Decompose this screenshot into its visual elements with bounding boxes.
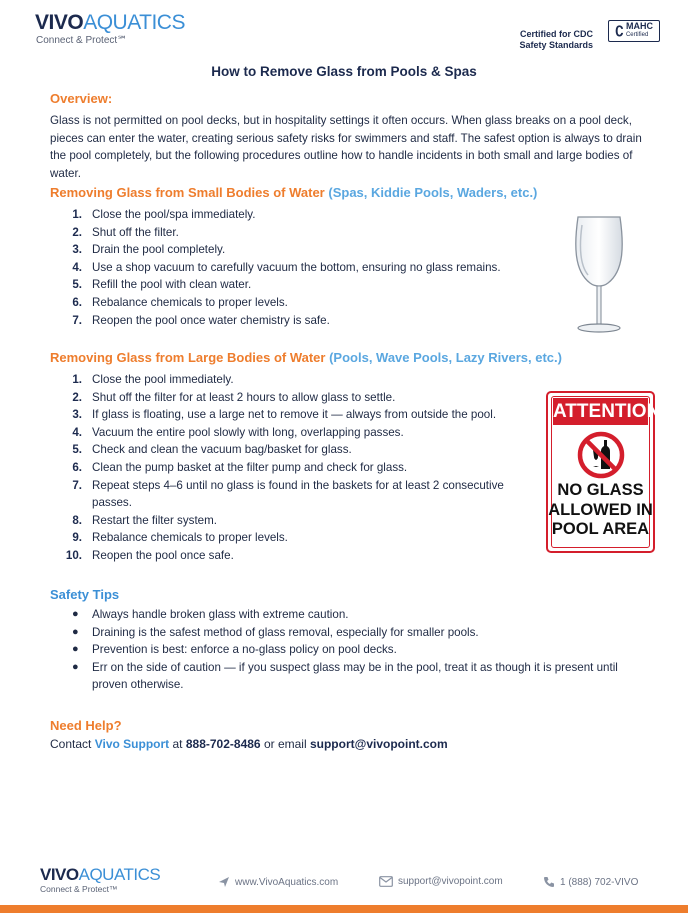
step-number: 2.: [72, 225, 82, 239]
list-item: [50, 389, 540, 407]
step-number: 4.: [72, 425, 82, 439]
step-number: 1.: [72, 208, 82, 221]
logo-light: AQUATICS: [83, 11, 185, 34]
step-text: Repeat steps 4–6 until no glass is found in the baskets for at least 2 consecutive passes.: [92, 478, 504, 510]
mahc-badge: [608, 20, 660, 42]
safety-heading: Safety Tips: [50, 587, 120, 602]
contact-at: at: [172, 737, 183, 751]
small-heading-text: Removing Glass from Small Bodies of Water: [50, 185, 325, 200]
small-section-heading: [50, 185, 537, 200]
send-icon: [218, 876, 230, 888]
step-text: Restart the filter system.: [92, 513, 217, 527]
list-item: [50, 477, 540, 512]
small-subheading: (Spas, Kiddie Pools, Waders, etc.): [328, 185, 538, 200]
cert-text: [480, 29, 593, 51]
tip-text: Prevention is best: enforce a no-glass policy on pool decks.: [92, 643, 397, 657]
mahc-c-icon: ∁: [615, 23, 624, 39]
list-item: [50, 294, 520, 312]
mahc-label: MAHC: [625, 21, 653, 31]
step-number: 3.: [72, 243, 82, 257]
footer-phone-text: 1 (888) 702-VIVO: [560, 876, 639, 888]
step-number: 8.: [72, 513, 82, 527]
footer-accent-bar: [0, 905, 688, 913]
large-steps-list: [50, 371, 540, 565]
footer-email[interactable]: [379, 876, 503, 887]
footer-phone[interactable]: [543, 876, 638, 888]
contact-support-link[interactable]: Vivo Support: [94, 737, 170, 751]
footer-logo: [40, 866, 160, 894]
footer-website-text: www.VivoAquatics.com: [235, 876, 339, 888]
list-item: [50, 606, 630, 624]
footer-logo-wordmark: [40, 866, 160, 883]
step-number: 3.: [72, 408, 82, 422]
mahc-sub: Certified: [625, 32, 649, 38]
sign-text: [548, 481, 653, 540]
small-steps-list: [50, 206, 520, 329]
header-logo: [35, 12, 185, 46]
contact-email-link[interactable]: support@vivopoint.com: [309, 737, 448, 751]
step-text: Check and clean the vacuum bag/basket for glass.: [92, 443, 352, 457]
logo-tagline: Connect & Protect℠: [36, 35, 128, 46]
list-item: [50, 259, 520, 277]
overview-text: Glass is not permitted on pool decks, but in hospitality settings it often occurs. When glass breaks on a pool deck, pieces can enter the water, creating serious safety risks for swimmers and staff. The safest option is always to drain the pool completely, but the following procedures outline how to handle incidents in both small and large bodies of water.: [50, 114, 642, 180]
step-text: Rebalance chemicals to proper levels.: [92, 295, 288, 309]
sign-line-3: POOL AREA: [551, 520, 650, 538]
help-heading: Need Help?: [50, 718, 122, 733]
step-number: 7.: [72, 478, 82, 492]
cert-line-1: Certified for CDC: [519, 29, 593, 39]
page-title: How to Remove Glass from Pools & Spas: [211, 64, 477, 79]
footer-website[interactable]: [218, 876, 338, 888]
list-item: [50, 424, 540, 442]
footer-logo-bold: VIVO: [40, 865, 79, 884]
list-item: [50, 276, 520, 294]
footer-tagline: Connect & Protect™: [40, 884, 118, 894]
step-text: Shut off the filter.: [92, 225, 179, 239]
bullet-icon: ●: [72, 643, 79, 656]
sign-line-2: ALLOWED IN: [548, 500, 653, 519]
step-text: Rebalance chemicals to proper levels.: [92, 531, 288, 545]
phone-icon: [543, 876, 555, 888]
sign-line-1: NO GLASS: [557, 481, 644, 499]
attention-sign: [546, 391, 661, 553]
envelope-icon: [379, 876, 393, 887]
overview-heading: Overview:: [50, 91, 113, 106]
list-item: [50, 641, 630, 659]
step-number: 5.: [72, 443, 82, 457]
large-section-heading: [50, 350, 562, 365]
bullet-icon: ●: [72, 660, 79, 673]
list-item: [50, 529, 540, 547]
list-item: [50, 371, 540, 389]
step-number: 5.: [72, 278, 82, 292]
list-item: [50, 206, 520, 224]
list-item: [50, 459, 540, 477]
step-text: If glass is floating, use a large net to remove it — always from outside the pool.: [92, 408, 497, 422]
step-text: Drain the pool completely.: [92, 243, 226, 257]
list-item: [50, 624, 630, 642]
bullet-icon: ●: [72, 608, 79, 620]
contact-or-email: or email: [263, 737, 307, 751]
contact-prefix: Contact: [50, 737, 92, 751]
step-text: Refill the pool with clean water.: [92, 278, 252, 292]
contact-line: [50, 737, 448, 751]
step-text: Clean the pump basket at the filter pump and check for glass.: [92, 460, 408, 474]
step-number: 6.: [72, 295, 82, 309]
footer-email-text: support@vivopoint.com: [398, 876, 503, 887]
step-text: Reopen the pool once safe.: [92, 548, 234, 562]
step-text: Close the pool/spa immediately.: [92, 208, 256, 221]
step-number: 10.: [65, 548, 82, 562]
list-item: [50, 406, 540, 424]
list-item: [50, 547, 540, 565]
step-number: 7.: [72, 313, 82, 327]
safety-tips-list: [50, 606, 630, 694]
list-item: [50, 512, 540, 530]
step-number: 4.: [72, 260, 82, 274]
step-text: Use a shop vacuum to carefully vacuum the bottom, ensuring no glass remains.: [92, 260, 501, 274]
logo-bold: VIVO: [35, 11, 84, 34]
step-text: Reopen the pool once water chemistry is safe.: [92, 313, 330, 327]
footer-logo-light: AQUATICS: [78, 865, 161, 884]
list-item: [50, 441, 540, 459]
tip-text: Draining is the safest method of glass removal, especially for smaller pools.: [92, 625, 479, 639]
large-subheading: (Pools, Wave Pools, Lazy Rivers, etc.): [329, 350, 562, 365]
list-item: [50, 224, 520, 242]
tip-text: Always handle broken glass with extreme caution.: [92, 608, 349, 621]
large-heading-text: Removing Glass from Large Bodies of Water: [50, 350, 326, 365]
sign-header: ATTENTION: [553, 398, 648, 425]
step-number: 2.: [72, 390, 82, 404]
step-text: Vacuum the entire pool slowly with long, overlapping passes.: [92, 425, 404, 439]
step-text: Shut off the filter for at least 2 hours to allow glass to settle.: [92, 390, 396, 404]
list-item: [50, 659, 630, 694]
list-item: [50, 312, 520, 330]
step-number: 1.: [72, 373, 82, 386]
contact-phone-link[interactable]: 888-702-8486: [185, 737, 261, 751]
step-text: Close the pool immediately.: [92, 373, 234, 386]
tip-text: Err on the side of caution — if you suspect glass may be in the pool, treat it as though it is present until proven otherwise.: [92, 660, 618, 692]
cert-line-2: Safety Standards: [519, 40, 593, 50]
list-item: [50, 241, 520, 259]
wine-glass-illustration: [568, 213, 630, 337]
logo-wordmark: [35, 12, 185, 33]
bullet-icon: ●: [72, 625, 79, 638]
no-bottle-icon: [576, 430, 626, 480]
step-number: 6.: [72, 460, 82, 474]
step-number: 9.: [72, 531, 82, 545]
